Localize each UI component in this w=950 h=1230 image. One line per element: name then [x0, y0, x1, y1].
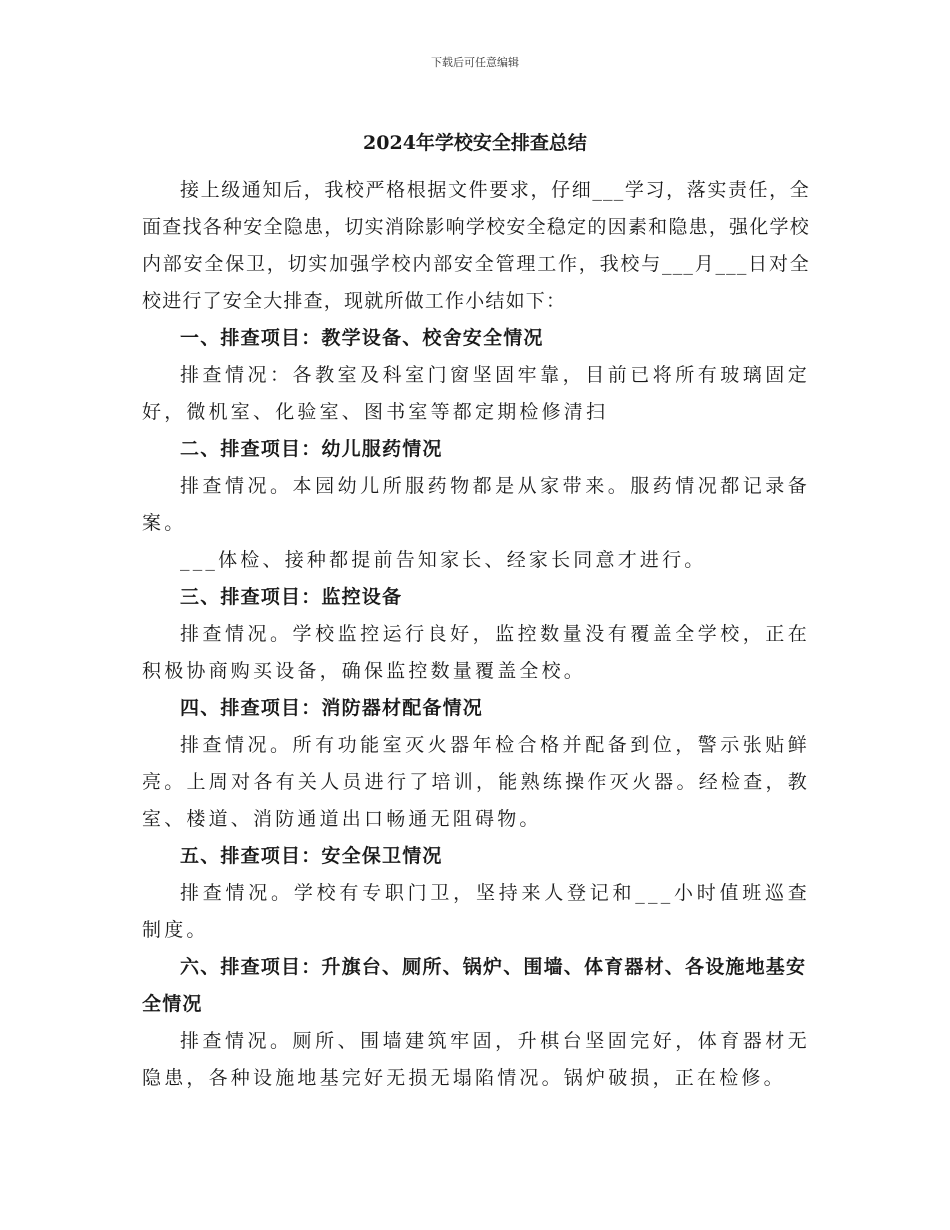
section-heading-2: 二、排查项目：幼儿服药情况: [180, 438, 443, 460]
section-paragraph-6: 排查情况。厕所、围墙建筑牢固，升棋台坚固完好，体育器材无隐患，各种设施地基完好无损无塌陷情况。锅炉破损，正在检修。: [142, 1030, 810, 1089]
intro-paragraph: 接上级通知后，我校严格根据文件要求，仔细___学习，落实责任，全面查找各种安全隐患，切实消除影响学校安全稳定的因素和隐患，强化学校内部安全保卫，切实加强学校内部安全管理工作，我校与___月___日对全校进行了安全大排查，现就所做工作小结如下：: [142, 179, 810, 312]
section-heading-1: 一、排查项目：教学设备、校舍安全情况: [180, 327, 544, 349]
section-paragraph-4: 排查情况。所有功能室灭火器年检合格并配备到位，警示张贴鲜亮。上周对各有关人员进行了培训，能熟练操作灭火器。经检查，教室、楼道、消防通道出口畅通无阻碍物。: [142, 734, 810, 830]
page-header-note: 下载后可任意编辑: [431, 56, 519, 69]
section-paragraph-2a: 排查情况。本园幼儿所服药物都是从家带来。服药情况都记录备案。: [142, 475, 810, 534]
section-paragraph-1: 排查情况：各教室及科室门窗坚固牢靠，目前已将所有玻璃固定好，微机室、化验室、图书室等都定期检修清扫: [142, 364, 810, 423]
section-heading-4: 四、排查项目：消防器材配备情况: [180, 697, 484, 719]
section-heading-6: 六、排查项目：升旗台、厕所、锅炉、围墙、体育器材、各设施地基安全情况: [142, 956, 807, 1015]
section-heading-5: 五、排查项目：安全保卫情况: [180, 845, 443, 867]
section-paragraph-2b: ___体检、接种都提前告知家长、经家长同意才进行。: [180, 549, 707, 571]
section-paragraph-5: 排查情况。学校有专职门卫，坚持来人登记和___小时值班巡查制度。: [142, 882, 810, 941]
section-heading-3: 三、排查项目：监控设备: [180, 586, 403, 608]
document-body: [142, 172, 810, 1097]
section-paragraph-3: 排查情况。学校监控运行良好，监控数量没有覆盖全学校，正在积极协商购买设备，确保监控数量覆盖全校。: [142, 623, 810, 682]
document-title: 2024年学校安全排查总结: [363, 132, 587, 154]
